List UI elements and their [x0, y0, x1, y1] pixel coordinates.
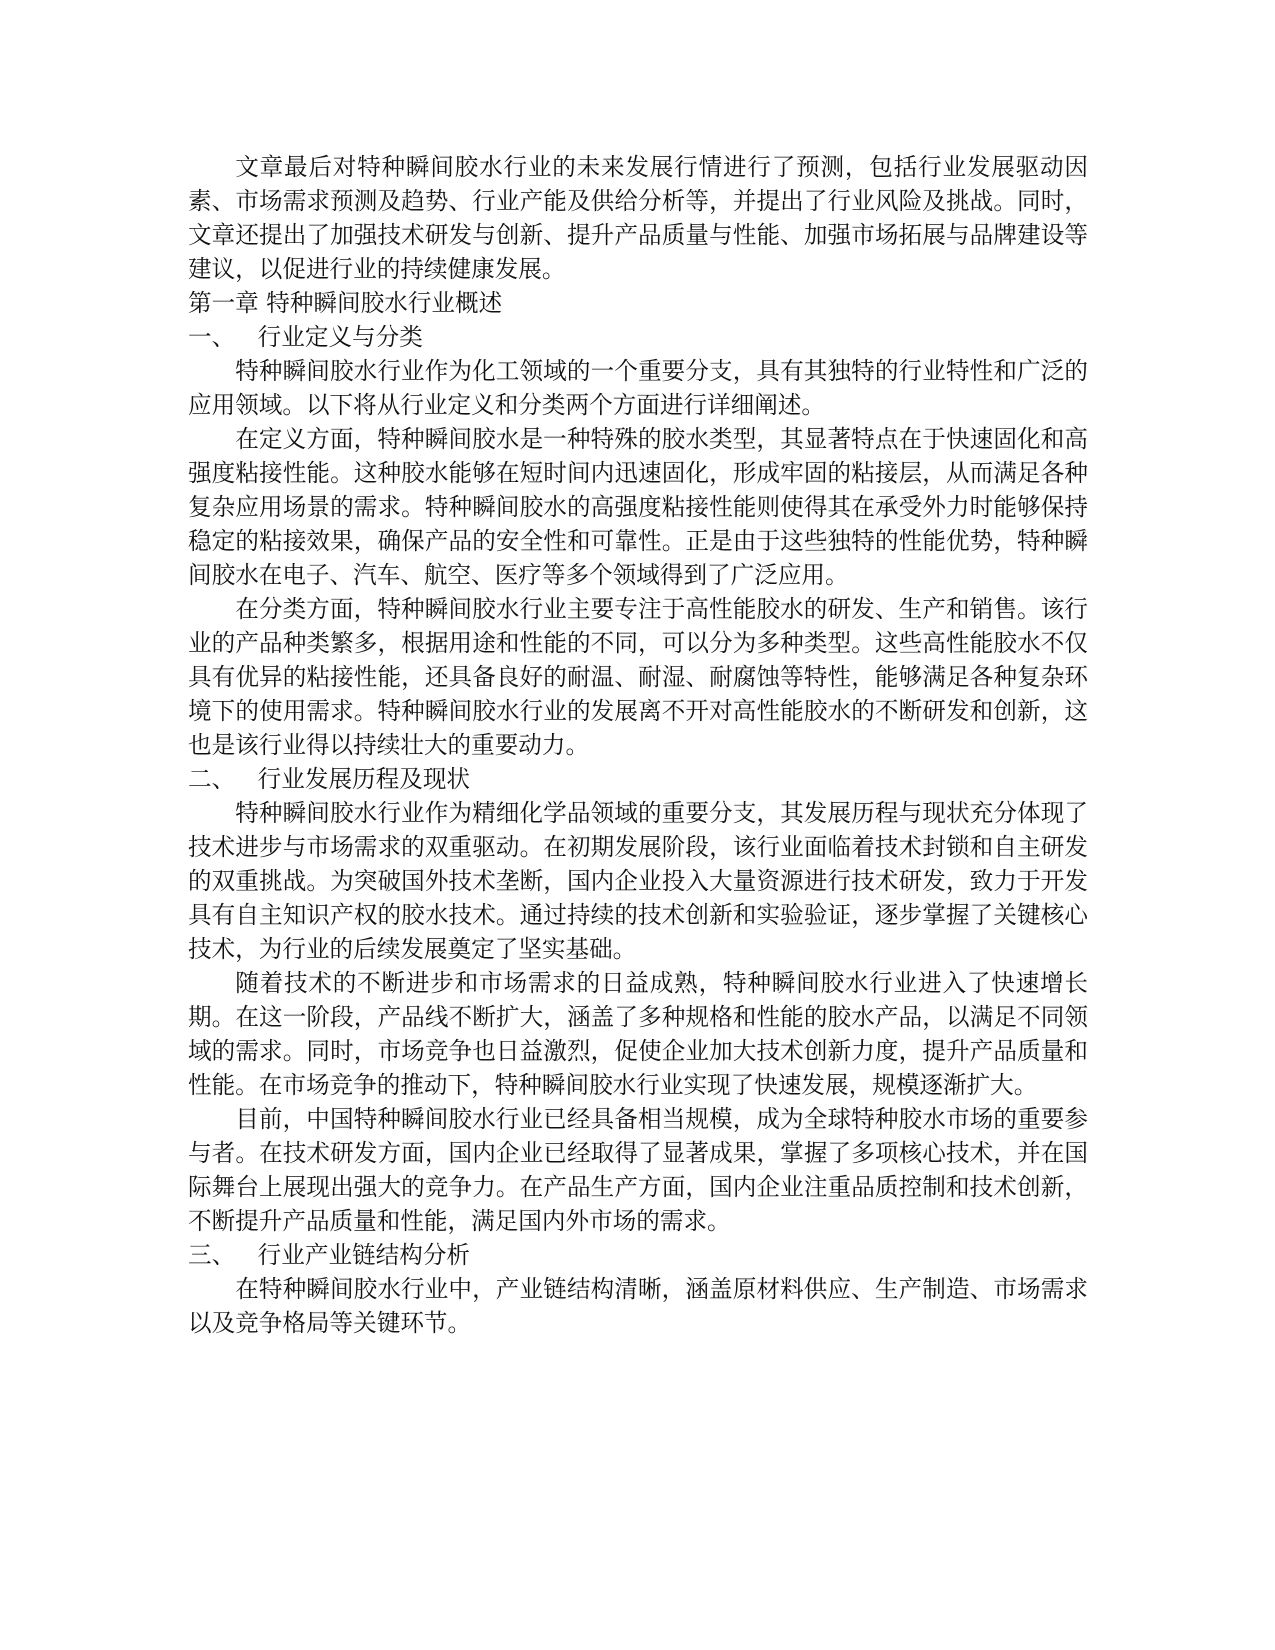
chapter-title: 第一章 特种瞬间胶水行业概述: [188, 289, 503, 317]
section-paragraph: 随着技术的不断进步和市场需求的日益成熟，特种瞬间胶水行业进入了快速增长期。在这一阶段，产品线不断扩大，涵盖了多种规格和性能的胶水产品，以满足不同领域的需求。同时，市场竞争也日益激烈，促使企业加大技术创新力度，提升产品质量和性能。在市场竞争的推动下，特种瞬间胶水行业实现了快速发展，规模逐渐扩大。: [188, 969, 1088, 1099]
section-paragraph: 在特种瞬间胶水行业中，产业链结构清晰，涵盖原材料供应、生产制造、市场需求以及竞争格局等关键环节。: [188, 1275, 1088, 1337]
section-heading-industry-chain: 三、 行业产业链结构分析: [188, 1241, 471, 1269]
section-paragraph: 特种瞬间胶水行业作为精细化学品领域的重要分支，其发展历程与现状充分体现了技术进步与市场需求的双重驱动。在初期发展阶段，该行业面临着技术封锁和自主研发的双重挑战。为突破国外技术垄断，国内企业投入大量资源进行技术研发，致力于开发具有自主知识产权的胶水技术。通过持续的技术创新和实验验证，逐步掌握了关键核心技术，为行业的后续发展奠定了坚实基础。: [188, 799, 1088, 963]
section-heading-history: 二、 行业发展历程及现状: [188, 765, 471, 793]
section-paragraph: 特种瞬间胶水行业作为化工领域的一个重要分支，具有其独特的行业特性和广泛的应用领域。以下将从行业定义和分类两个方面进行详细阐述。: [188, 357, 1088, 419]
intro-paragraph: 文章最后对特种瞬间胶水行业的未来发展行情进行了预测，包括行业发展驱动因素、市场需求预测及趋势、行业产能及供给分析等，并提出了行业风险及挑战。同时，文章还提出了加强技术研发与创新、提升产品质量与性能、加强市场拓展与品牌建设等建议，以促进行业的持续健康发展。: [188, 153, 1088, 283]
section-paragraph: 目前，中国特种瞬间胶水行业已经具备相当规模，成为全球特种胶水市场的重要参与者。在技术研发方面，国内企业已经取得了显著成果，掌握了多项核心技术，并在国际舞台上展现出强大的竞争力。在产品生产方面，国内企业注重品质控制和技术创新，不断提升产品质量和性能，满足国内外市场的需求。: [188, 1105, 1088, 1235]
section-heading-definition: 一、 行业定义与分类: [188, 323, 423, 351]
section-paragraph: 在分类方面，特种瞬间胶水行业主要专注于高性能胶水的研发、生产和销售。该行业的产品种类繁多，根据用途和性能的不同，可以分为多种类型。这些高性能胶水不仅具有优异的粘接性能，还具备良好的耐温、耐湿、耐腐蚀等特性，能够满足各种复杂环境下的使用需求。特种瞬间胶水行业的发展离不开对高性能胶水的不断研发和创新，这也是该行业得以持续壮大的重要动力。: [188, 595, 1088, 759]
document-body: [188, 150, 1088, 1340]
section-paragraph: 在定义方面，特种瞬间胶水是一种特殊的胶水类型，其显著特点在于快速固化和高强度粘接性能。这种胶水能够在短时间内迅速固化，形成牢固的粘接层，从而满足各种复杂应用场景的需求。特种瞬间胶水的高强度粘接性能则使得其在承受外力时能够保持稳定的粘接效果，确保产品的安全性和可靠性。正是由于这些独特的性能优势，特种瞬间胶水在电子、汽车、航空、医疗等多个领域得到了广泛应用。: [188, 425, 1088, 589]
